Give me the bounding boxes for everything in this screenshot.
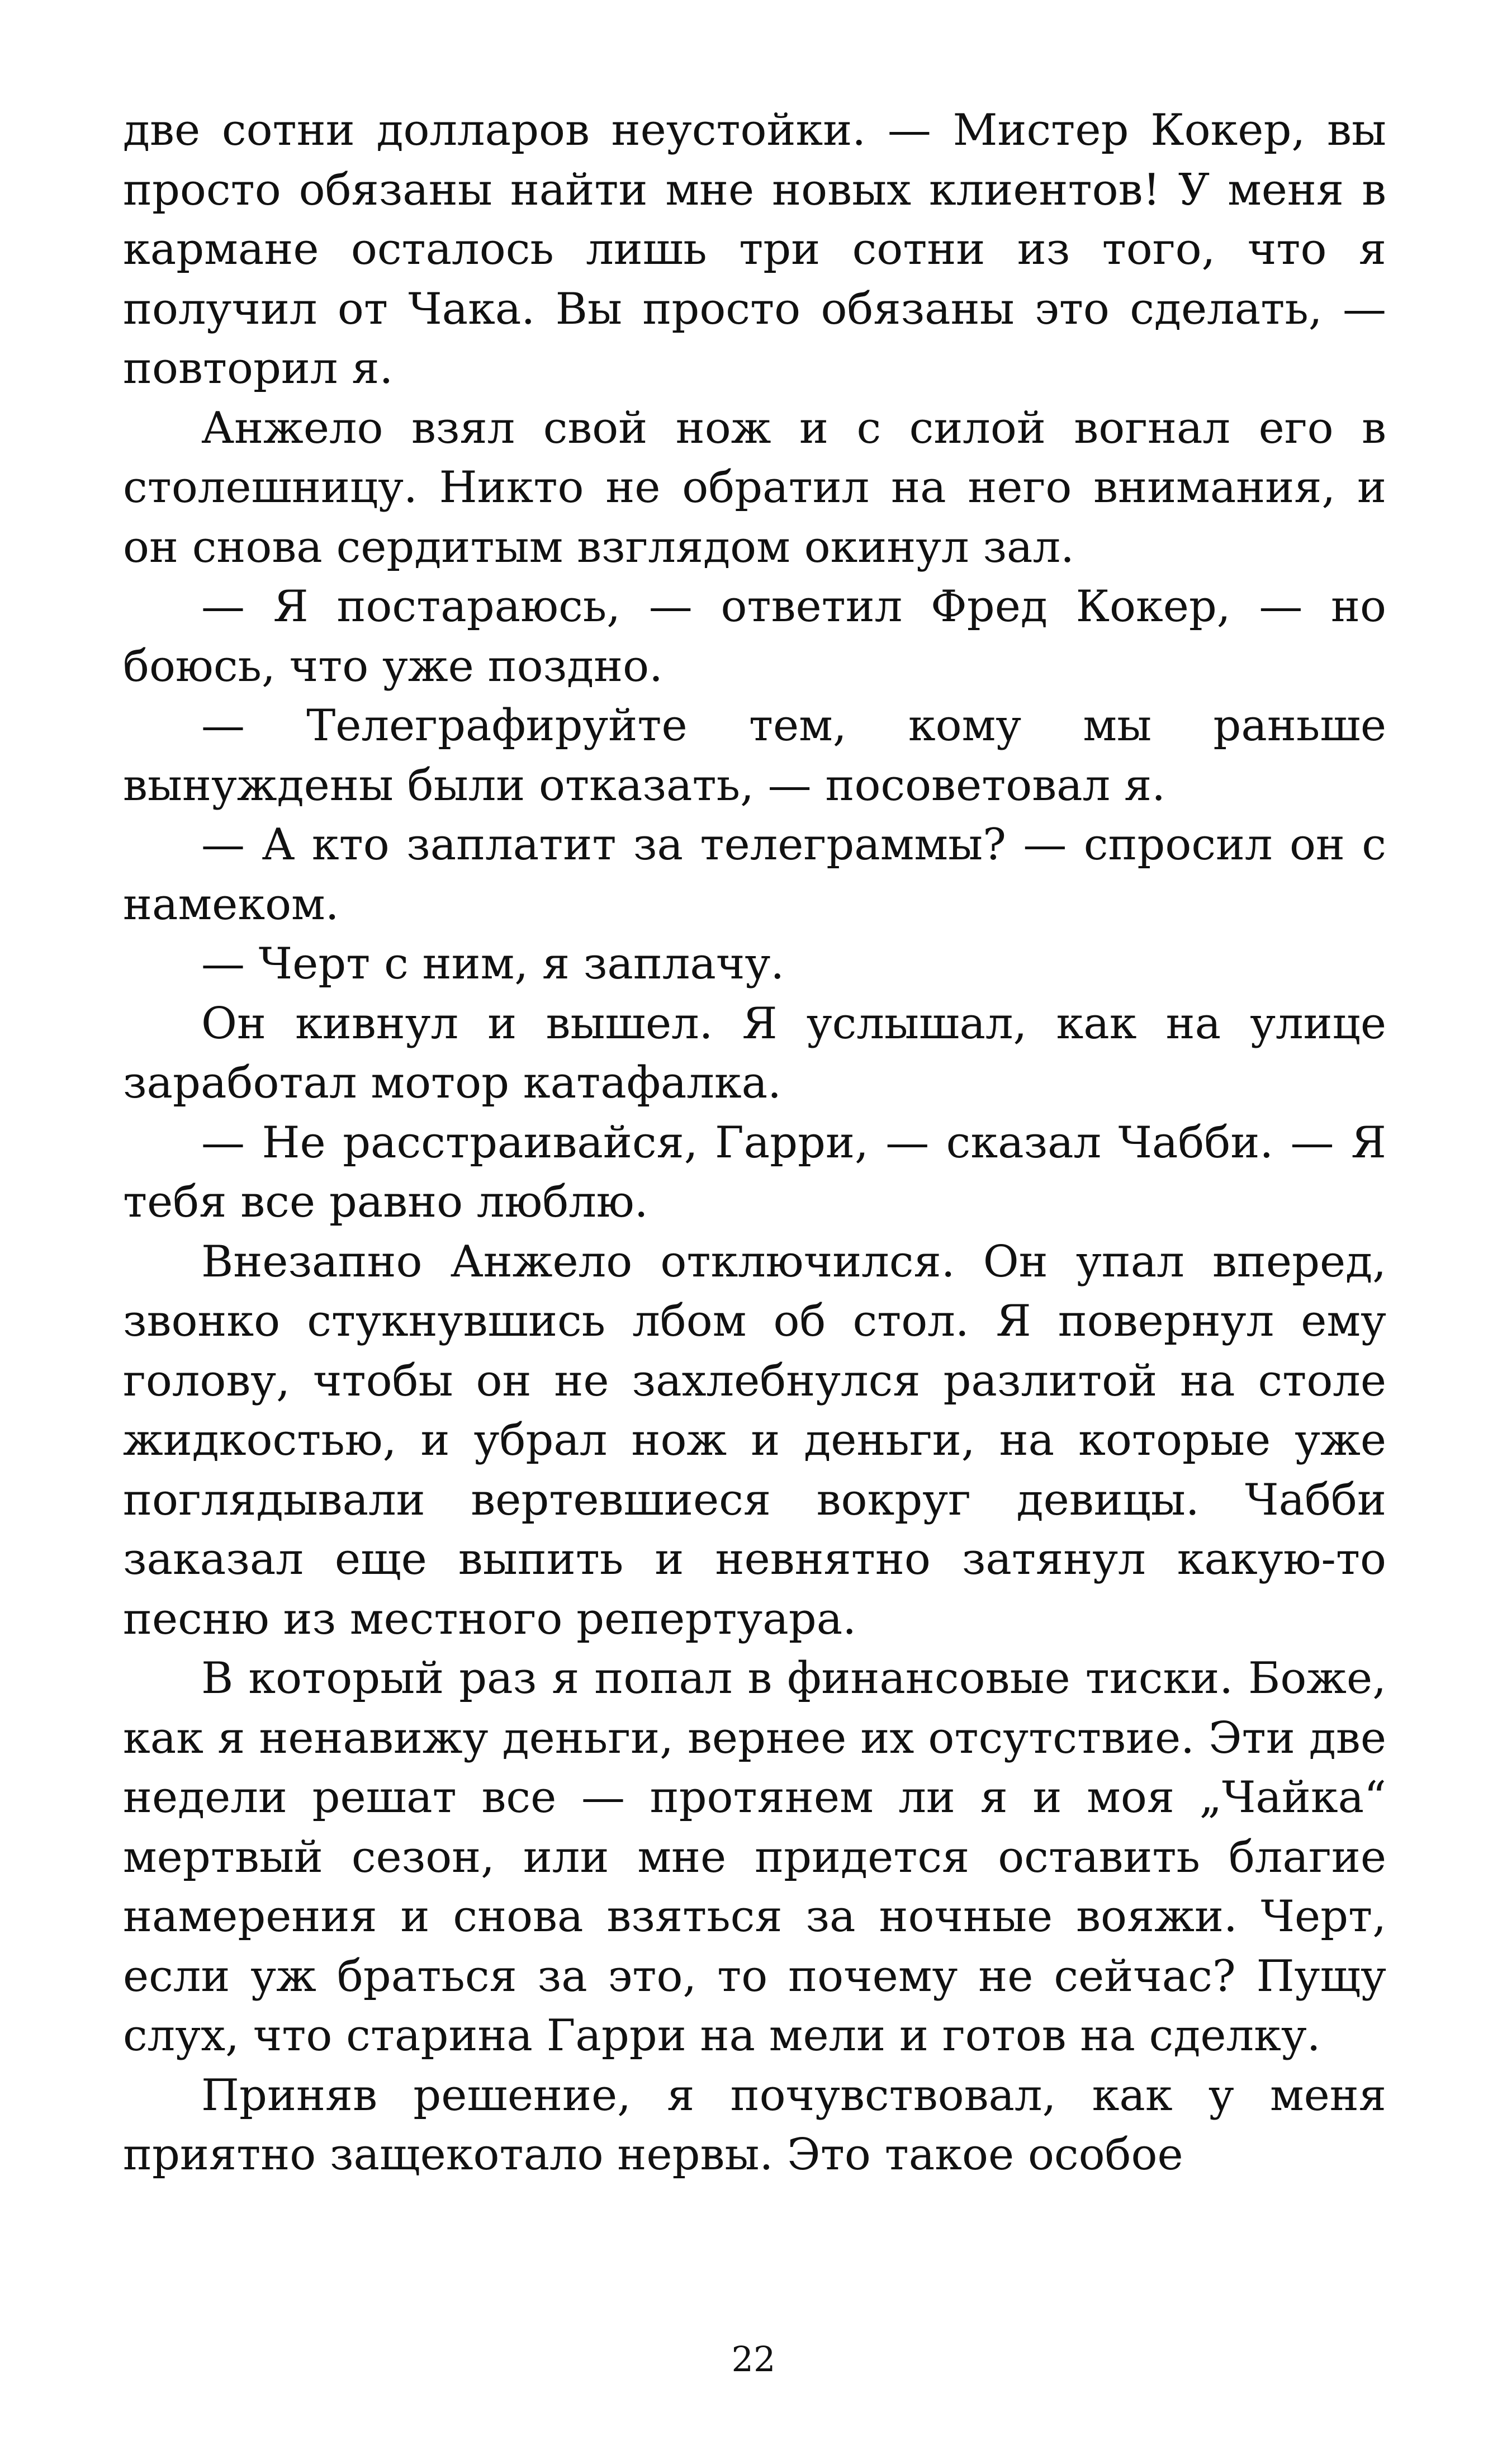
paragraph-2: Анжело взял свой нож и с силой вогнал его в столешницу. Никто не обратил на него внимания, и он снова сердитым взглядом окинул зал. bbox=[123, 403, 1386, 573]
paragraph-11: Приняв решение, я почувствовал, как у меня приятно защекотало нервы. Это такое особое bbox=[123, 2070, 1386, 2180]
paragraph-6: — Черт с ним, я заплачу. bbox=[201, 939, 785, 989]
paragraph-9: Внезапно Анжело отключился. Он упал вперед, звонко стукнувшись лбом об стол. Я повернул ему голову, чтобы он не захлебнулся разлитой на столе жидкостью, и убрал нож и деньги, на которые уже поглядывали вертевшиеся вокруг девицы. Чабби заказал еще выпить и невнятно затянул какую-то песню из местного репертуара. bbox=[123, 1236, 1386, 1644]
paragraph-3: — Я постараюсь, — ответил Фред Кокер, — но боюсь, что уже поздно. bbox=[123, 581, 1386, 692]
paragraph-10: В который раз я попал в финансовые тиски. Боже, как я ненавижу деньги, вернее их отсутствие. Эти две недели решат все — протянем ли я и моя „Чайка“ мертвый сезон, или мне придется оставить благие намерения и снова взяться за ночные вояжи. Черт, если уж браться за это, то почему не сейчас? Пущу слух, что старина Гарри на мели и готов на сделку. bbox=[123, 1653, 1386, 2061]
paragraph-4: — Телеграфируйте тем, кому мы раньше вынуждены были отказать, — посоветовал я. bbox=[123, 701, 1386, 811]
paragraph-7: Он кивнул и вышел. Я услышал, как на улице заработал мотор катафалка. bbox=[123, 998, 1386, 1108]
page-number: 22 bbox=[731, 2339, 776, 2380]
paragraph-5: — А кто заплатит за телеграммы? — спросил он с намеком. bbox=[123, 820, 1386, 930]
paragraph-8: — Не расстраивайся, Гарри, — сказал Чабби. — Я тебя все равно люблю. bbox=[123, 1117, 1386, 1227]
paragraph-1: две сотни долларов неустойки. — Мистер Кокер, вы просто обязаны найти мне новых клиентов! У меня в кармане осталось лишь три сотни из того, что я получил от Чака. Вы просто обязаны это сделать, — повторил я. bbox=[123, 105, 1386, 394]
page-text bbox=[123, 101, 1386, 2185]
